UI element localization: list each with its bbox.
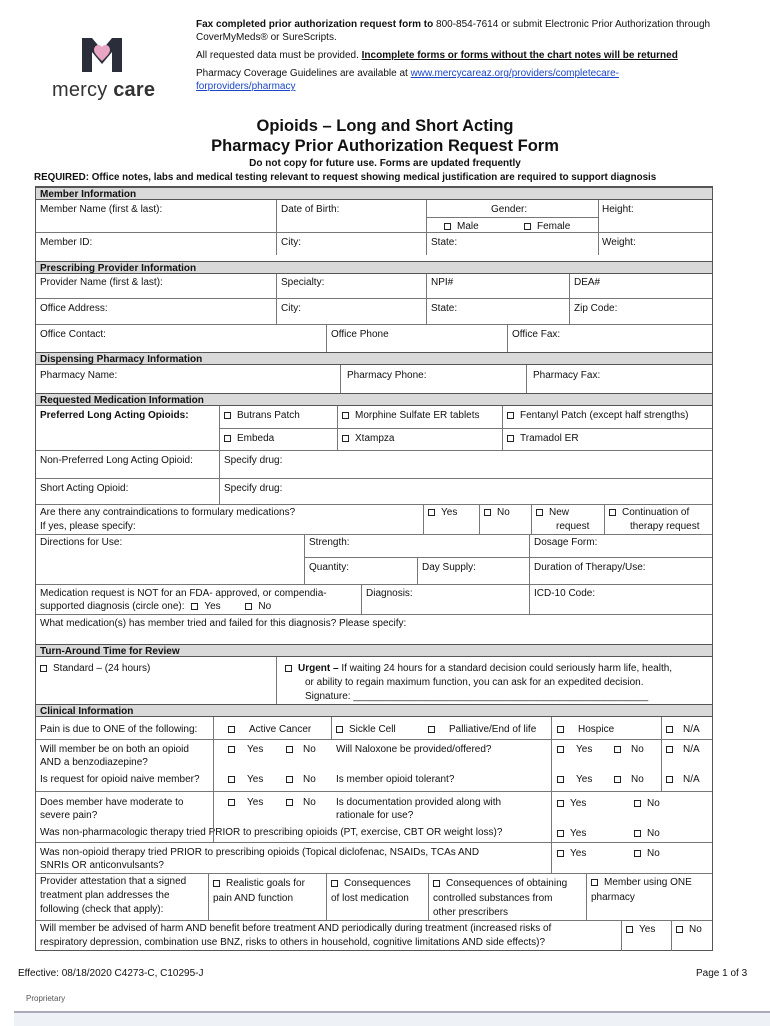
urgent-label: Urgent – bbox=[298, 663, 339, 674]
checkbox-icon[interactable] bbox=[591, 879, 598, 886]
tolerant-question: Is member opioid tolerant? bbox=[336, 774, 455, 785]
doc-no-option[interactable] bbox=[634, 797, 660, 810]
xtampza-label: Xtampza bbox=[355, 433, 395, 444]
nonpreferred-opioid-label: Non-Preferred Long Acting Opioid: bbox=[40, 455, 193, 466]
nonopioid-yes-label: Yes bbox=[570, 848, 587, 859]
obtaining-option[interactable] bbox=[433, 877, 567, 890]
urgent-desc1: If waiting 24 hours for a standard decision could seriously harm life, health, bbox=[338, 663, 673, 674]
section-member-info: Member Information bbox=[36, 187, 712, 200]
active-cancer-option[interactable] bbox=[228, 723, 311, 736]
effective-date: Effective: 08/18/2020 C4273-C, C10295-J bbox=[18, 968, 204, 979]
lost-medication-label: Consequences bbox=[344, 878, 411, 889]
checkbox-icon[interactable] bbox=[676, 926, 683, 933]
tolerant-no-option[interactable] bbox=[614, 773, 644, 786]
fda-circle-label: supported diagnosis (circle one): bbox=[40, 601, 185, 612]
mercy-care-logo-icon bbox=[80, 34, 124, 74]
benzo-no-option[interactable] bbox=[286, 743, 316, 756]
checkbox-icon[interactable] bbox=[557, 746, 564, 753]
benzo-yes-label: Yes bbox=[247, 744, 264, 755]
hospice-label: Hospice bbox=[578, 724, 615, 735]
advised-yes-option[interactable] bbox=[626, 923, 655, 936]
nonopioid-question-line2: SNRIs OR anticonvulsants? bbox=[40, 860, 164, 871]
strength-field[interactable]: Strength: bbox=[309, 537, 350, 548]
zip-field[interactable]: Zip Code: bbox=[574, 303, 618, 314]
coverage-guidelines-text: Pharmacy Coverage Guidelines are available at bbox=[196, 68, 411, 79]
documentation-question-line2: rationale for use? bbox=[336, 810, 414, 821]
nonpharm-yes-label: Yes bbox=[570, 828, 587, 839]
contra-yes-option[interactable] bbox=[428, 506, 457, 519]
duration-field[interactable]: Duration of Therapy/Use: bbox=[534, 562, 646, 573]
urgent-desc2: or ability to regain maximum function, you can ask for an expedited decision. bbox=[305, 677, 644, 688]
nonopioid-question: Was non-opioid therapy tried PRIOR to prescribing opioids (Topical diclofenac, NSAIDs, TCAs AND bbox=[40, 847, 480, 858]
specialty-field[interactable]: Specialty: bbox=[281, 277, 325, 288]
checkbox-icon[interactable] bbox=[286, 776, 293, 783]
continuation-label: Continuation of bbox=[622, 507, 690, 518]
day-supply-field[interactable]: Day Supply: bbox=[422, 562, 476, 573]
member-name-field[interactable]: Member Name (first & last): bbox=[40, 204, 163, 215]
naive-no-option[interactable] bbox=[286, 773, 316, 786]
office-phone-field[interactable]: Office Phone bbox=[331, 329, 389, 340]
advised-question: Will member be advised of harm AND benefit before treatment AND periodically during treatment (increased risks of bbox=[40, 923, 552, 934]
tried-failed-field[interactable]: What medication(s) has member tried and failed for this diagnosis? Please specify: bbox=[40, 618, 407, 629]
checkbox-icon[interactable] bbox=[228, 799, 235, 806]
doc-no-label: No bbox=[647, 798, 660, 809]
checkbox-icon[interactable] bbox=[228, 776, 235, 783]
naloxone-yes-label: Yes bbox=[576, 744, 593, 755]
section-medication-info: Requested Medication Information bbox=[36, 393, 712, 406]
nonpharm-no-option[interactable] bbox=[634, 827, 660, 840]
copy-notice: Do not copy for future use. Forms are updated frequently bbox=[249, 158, 521, 169]
contra-no-label: No bbox=[497, 507, 510, 518]
one-pharmacy-label-line2: pharmacy bbox=[591, 892, 635, 903]
npi-field[interactable]: NPI# bbox=[431, 277, 454, 288]
checkbox-icon[interactable] bbox=[286, 799, 293, 806]
nonopioid-yes-option[interactable] bbox=[557, 847, 586, 860]
section-turnaround: Turn-Around Time for Review bbox=[36, 644, 712, 657]
goals-label: Realistic goals for bbox=[226, 878, 305, 889]
obtaining-label: Consequences of obtaining bbox=[446, 878, 568, 889]
fax-instruction-bold: Fax completed prior authorization request form to bbox=[196, 19, 434, 30]
checkbox-icon[interactable] bbox=[524, 223, 531, 230]
fda-yes-option[interactable] bbox=[191, 601, 220, 612]
naloxone-question: Will Naloxone be provided/offered? bbox=[336, 744, 492, 755]
advised-no-label: No bbox=[689, 924, 702, 935]
fax-instruction-line2: CoverMyMeds® or SureScripts. bbox=[196, 32, 337, 43]
new-request-label2: request bbox=[556, 521, 590, 532]
section-pharmacy-info: Dispensing Pharmacy Information bbox=[36, 352, 712, 365]
continuation-option[interactable] bbox=[609, 506, 689, 519]
contraindications-specify[interactable]: If yes, please specify: bbox=[40, 521, 136, 532]
preferred-opioids-label: Preferred Long Acting Opioids: bbox=[40, 410, 189, 421]
butrans-option[interactable] bbox=[224, 409, 300, 422]
checkbox-icon[interactable] bbox=[444, 223, 451, 230]
checkbox-icon[interactable] bbox=[634, 800, 641, 807]
checkbox-icon[interactable] bbox=[666, 776, 673, 783]
embeda-label: Embeda bbox=[237, 433, 275, 444]
checkbox-icon[interactable] bbox=[342, 412, 349, 419]
section-prescriber-info: Prescribing Provider Information bbox=[36, 261, 712, 274]
pain-cause-label: Pain is due to ONE of the following: bbox=[40, 724, 198, 735]
coverage-guidelines-link[interactable]: www.mercycareaz.org/providers/completecare- bbox=[410, 68, 619, 79]
doc-yes-option[interactable] bbox=[557, 797, 586, 810]
standard-label: Standard – (24 hours) bbox=[53, 663, 151, 674]
fax-instruction-rest: 800-854-7614 or submit Electronic Prior Authorization through bbox=[433, 19, 711, 30]
naloxone-na-label: N/A bbox=[683, 744, 700, 755]
obtaining-label-line3: other prescribers bbox=[433, 907, 509, 918]
brand-name-a: mercy bbox=[52, 79, 108, 101]
naive-no-label: No bbox=[303, 774, 316, 785]
naive-yes-label: Yes bbox=[247, 774, 264, 785]
sickle-cell-label: Sickle Cell bbox=[349, 724, 396, 735]
severe-no-label: No bbox=[303, 797, 316, 808]
benzo-question: Will member be on both an opioid bbox=[40, 744, 189, 755]
form-subtitle: Pharmacy Prior Authorization Request Form bbox=[211, 137, 559, 155]
nonpharm-no-label: No bbox=[647, 828, 660, 839]
gender-male-label: Male bbox=[457, 221, 479, 232]
documentation-question: Is documentation provided along with bbox=[336, 797, 502, 808]
naloxone-na-option[interactable] bbox=[666, 743, 700, 756]
continuation-label2: therapy request bbox=[630, 521, 700, 532]
gender-female-label: Female bbox=[537, 221, 571, 232]
naloxone-yes-option[interactable] bbox=[557, 743, 592, 756]
nonpharm-yes-option[interactable] bbox=[557, 827, 586, 840]
short-acting-label: Short Acting Opioid: bbox=[40, 483, 129, 494]
header-block bbox=[196, 18, 756, 93]
embeda-option[interactable] bbox=[224, 432, 274, 445]
checkbox-icon[interactable] bbox=[484, 509, 491, 516]
icd10-field[interactable]: ICD-10 Code: bbox=[534, 588, 596, 599]
office-state-field[interactable]: State: bbox=[431, 303, 458, 314]
checkbox-icon[interactable] bbox=[557, 800, 564, 807]
severe-pain-question-line2: severe pain? bbox=[40, 810, 98, 821]
checkbox-icon[interactable] bbox=[557, 776, 564, 783]
checkbox-icon[interactable] bbox=[557, 726, 564, 733]
signature-field[interactable]: Signature: _____________________________________________________ bbox=[305, 691, 649, 702]
short-acting-drug-field[interactable]: Specify drug: bbox=[224, 483, 283, 494]
dosage-form-field[interactable]: Dosage Form: bbox=[534, 537, 598, 548]
lost-medication-label-line2: of lost medication bbox=[331, 893, 409, 904]
fda-question-line2 bbox=[40, 600, 271, 613]
benzo-no-label: No bbox=[303, 744, 316, 755]
pain-na-option[interactable] bbox=[666, 723, 700, 736]
required-notice: REQUIRED: Office notes, labs and medical testing relevant to request showing medical justification are required to support diagnosis bbox=[34, 172, 657, 183]
new-request-option[interactable] bbox=[536, 506, 569, 519]
dob-field[interactable]: Date of Birth: bbox=[281, 204, 340, 215]
checkbox-icon[interactable] bbox=[224, 435, 231, 442]
coverage-guidelines-link-cont[interactable]: forproviders/pharmacy bbox=[196, 81, 296, 92]
morphine-option[interactable] bbox=[342, 409, 480, 422]
directions-field[interactable]: Directions for Use: bbox=[40, 537, 123, 548]
office-address-field[interactable]: Office Address: bbox=[40, 303, 108, 314]
member-id-field[interactable]: Member ID: bbox=[40, 237, 93, 248]
tolerant-na-option[interactable] bbox=[666, 773, 700, 786]
checkbox-icon[interactable] bbox=[666, 746, 673, 753]
checkbox-icon[interactable] bbox=[557, 850, 564, 857]
pain-na-label: N/A bbox=[683, 724, 700, 735]
naive-question: Is request for opioid naive member? bbox=[40, 774, 200, 785]
obtaining-label-line2: controlled substances from bbox=[433, 893, 553, 904]
checkbox-icon[interactable] bbox=[245, 603, 252, 610]
checkbox-icon[interactable] bbox=[428, 726, 435, 733]
fda-no-label: No bbox=[258, 601, 272, 612]
contraindications-question: Are there any contraindications to formulary medications? bbox=[40, 507, 296, 518]
checkbox-icon[interactable] bbox=[428, 509, 435, 516]
sickle-cell-option[interactable] bbox=[336, 723, 396, 736]
fentanyl-option[interactable] bbox=[507, 409, 688, 422]
nonpreferred-drug-field[interactable]: Specify drug: bbox=[224, 455, 283, 466]
checkbox-icon[interactable] bbox=[336, 726, 343, 733]
fentanyl-label: Fentanyl Patch (except half strengths) bbox=[520, 410, 689, 421]
prior-auth-form bbox=[35, 186, 713, 951]
lost-medication-option[interactable] bbox=[331, 877, 411, 890]
checkbox-icon[interactable] bbox=[507, 435, 514, 442]
form-title: Opioids – Long and Short Acting bbox=[256, 117, 514, 135]
brand-name-b: care bbox=[113, 79, 156, 101]
nonopioid-no-label: No bbox=[647, 848, 660, 859]
hospice-option[interactable] bbox=[557, 723, 614, 736]
office-city-field[interactable]: City: bbox=[281, 303, 301, 314]
checkbox-icon[interactable] bbox=[213, 880, 220, 887]
checkbox-icon[interactable] bbox=[666, 726, 673, 733]
palliative-option[interactable] bbox=[428, 723, 536, 736]
checkbox-icon[interactable] bbox=[331, 880, 338, 887]
dea-field[interactable]: DEA# bbox=[574, 277, 601, 288]
section-clinical-info: Clinical Information bbox=[36, 704, 712, 717]
fda-question: Medication request is NOT for an FDA- approved, or compendia- bbox=[40, 588, 327, 599]
office-contact-field[interactable]: Office Contact: bbox=[40, 329, 106, 340]
benzo-yes-option[interactable] bbox=[228, 743, 263, 756]
nonopioid-no-option[interactable] bbox=[634, 847, 660, 860]
height-field[interactable]: Height: bbox=[602, 204, 634, 215]
checkbox-icon[interactable] bbox=[507, 412, 514, 419]
naloxone-no-label: No bbox=[631, 744, 644, 755]
severe-pain-question: Does member have moderate to bbox=[40, 797, 184, 808]
advised-question-line2: respiratory depression, combination use BNZ, risks to others in household, cognitive limitations AND side effects)? bbox=[40, 937, 546, 948]
advised-no-option[interactable] bbox=[676, 923, 702, 936]
page-number: Page 1 of 3 bbox=[696, 968, 748, 979]
checkbox-icon[interactable] bbox=[228, 746, 235, 753]
weight-field[interactable]: Weight: bbox=[602, 237, 636, 248]
checkbox-icon[interactable] bbox=[286, 746, 293, 753]
tolerant-no-label: No bbox=[631, 774, 644, 785]
pharmacy-name-field[interactable]: Pharmacy Name: bbox=[40, 370, 118, 381]
butrans-label: Butrans Patch bbox=[237, 410, 300, 421]
one-pharmacy-option[interactable] bbox=[591, 876, 692, 889]
checkbox-icon[interactable] bbox=[433, 880, 440, 887]
new-request-label: New bbox=[549, 507, 570, 518]
checkbox-icon[interactable] bbox=[614, 776, 621, 783]
palliative-label: Palliative/End of life bbox=[449, 724, 537, 735]
active-cancer-label: Active Cancer bbox=[249, 724, 312, 735]
tolerant-yes-label: Yes bbox=[576, 774, 593, 785]
doc-yes-label: Yes bbox=[570, 798, 587, 809]
required-data-note: All requested data must be provided. bbox=[196, 50, 362, 61]
goals-option[interactable] bbox=[213, 877, 305, 890]
office-fax-field[interactable]: Office Fax: bbox=[512, 329, 561, 340]
checkbox-icon[interactable] bbox=[634, 850, 641, 857]
checkbox-icon[interactable] bbox=[228, 726, 235, 733]
morphine-label: Morphine Sulfate ER tablets bbox=[355, 410, 480, 421]
provider-name-field[interactable]: Provider Name (first & last): bbox=[40, 277, 163, 288]
advised-yes-label: Yes bbox=[639, 924, 656, 935]
member-city-field[interactable]: City: bbox=[281, 237, 301, 248]
contra-yes-label: Yes bbox=[441, 507, 458, 518]
quantity-field[interactable]: Quantity: bbox=[309, 562, 350, 573]
tramadol-option[interactable] bbox=[507, 432, 579, 445]
xtampza-option[interactable] bbox=[342, 432, 394, 445]
pharmacy-phone-field[interactable]: Pharmacy Phone: bbox=[347, 370, 427, 381]
checkbox-icon[interactable] bbox=[626, 926, 633, 933]
member-state-field[interactable]: State: bbox=[431, 237, 458, 248]
attestation-label-line2: treatment plan addresses the bbox=[40, 890, 170, 901]
severe-yes-option[interactable] bbox=[228, 796, 263, 809]
checkbox-icon[interactable] bbox=[609, 509, 616, 516]
checkbox-icon[interactable] bbox=[614, 746, 621, 753]
checkbox-icon[interactable] bbox=[342, 435, 349, 442]
fda-yes-label: Yes bbox=[204, 601, 221, 612]
pharmacy-fax-field[interactable]: Pharmacy Fax: bbox=[533, 370, 601, 381]
naive-yes-option[interactable] bbox=[228, 773, 263, 786]
checkbox-icon[interactable] bbox=[634, 830, 641, 837]
checkbox-icon[interactable] bbox=[40, 665, 47, 672]
goals-label-line2: pain AND function bbox=[213, 893, 294, 904]
gender-label: Gender: bbox=[491, 204, 528, 215]
naloxone-no-option[interactable] bbox=[614, 743, 644, 756]
diagnosis-field[interactable]: Diagnosis: bbox=[366, 588, 413, 599]
brand-name bbox=[52, 79, 155, 102]
checkbox-icon[interactable] bbox=[191, 603, 198, 610]
checkbox-icon[interactable] bbox=[285, 665, 292, 672]
fda-no-option[interactable] bbox=[245, 601, 271, 612]
tramadol-label: Tramadol ER bbox=[520, 433, 579, 444]
proprietary-label: Proprietary bbox=[26, 994, 66, 1003]
checkbox-icon[interactable] bbox=[557, 830, 564, 837]
nonpharm-question: Was non-pharmacologic therapy tried PRIOR to prescribing opioids (PT, exercise, CBT OR weight loss)? bbox=[40, 827, 503, 838]
severe-yes-label: Yes bbox=[247, 797, 264, 808]
checkbox-icon[interactable] bbox=[536, 509, 543, 516]
attestation-label-line3: following (check that apply): bbox=[40, 904, 164, 915]
standard-option[interactable] bbox=[40, 662, 150, 675]
contra-no-option[interactable] bbox=[484, 506, 510, 519]
checkbox-icon[interactable] bbox=[224, 412, 231, 419]
tolerant-yes-option[interactable] bbox=[557, 773, 592, 786]
urgent-option[interactable] bbox=[285, 662, 672, 675]
tolerant-na-label: N/A bbox=[683, 774, 700, 785]
benzo-question-line2: AND a benzodiazepine? bbox=[40, 757, 148, 768]
attestation-label: Provider attestation that a signed bbox=[40, 876, 187, 887]
severe-no-option[interactable] bbox=[286, 796, 316, 809]
one-pharmacy-label: Member using ONE bbox=[604, 877, 692, 888]
incomplete-forms-note: Incomplete forms or forms without the chart notes will be returned bbox=[361, 50, 678, 61]
